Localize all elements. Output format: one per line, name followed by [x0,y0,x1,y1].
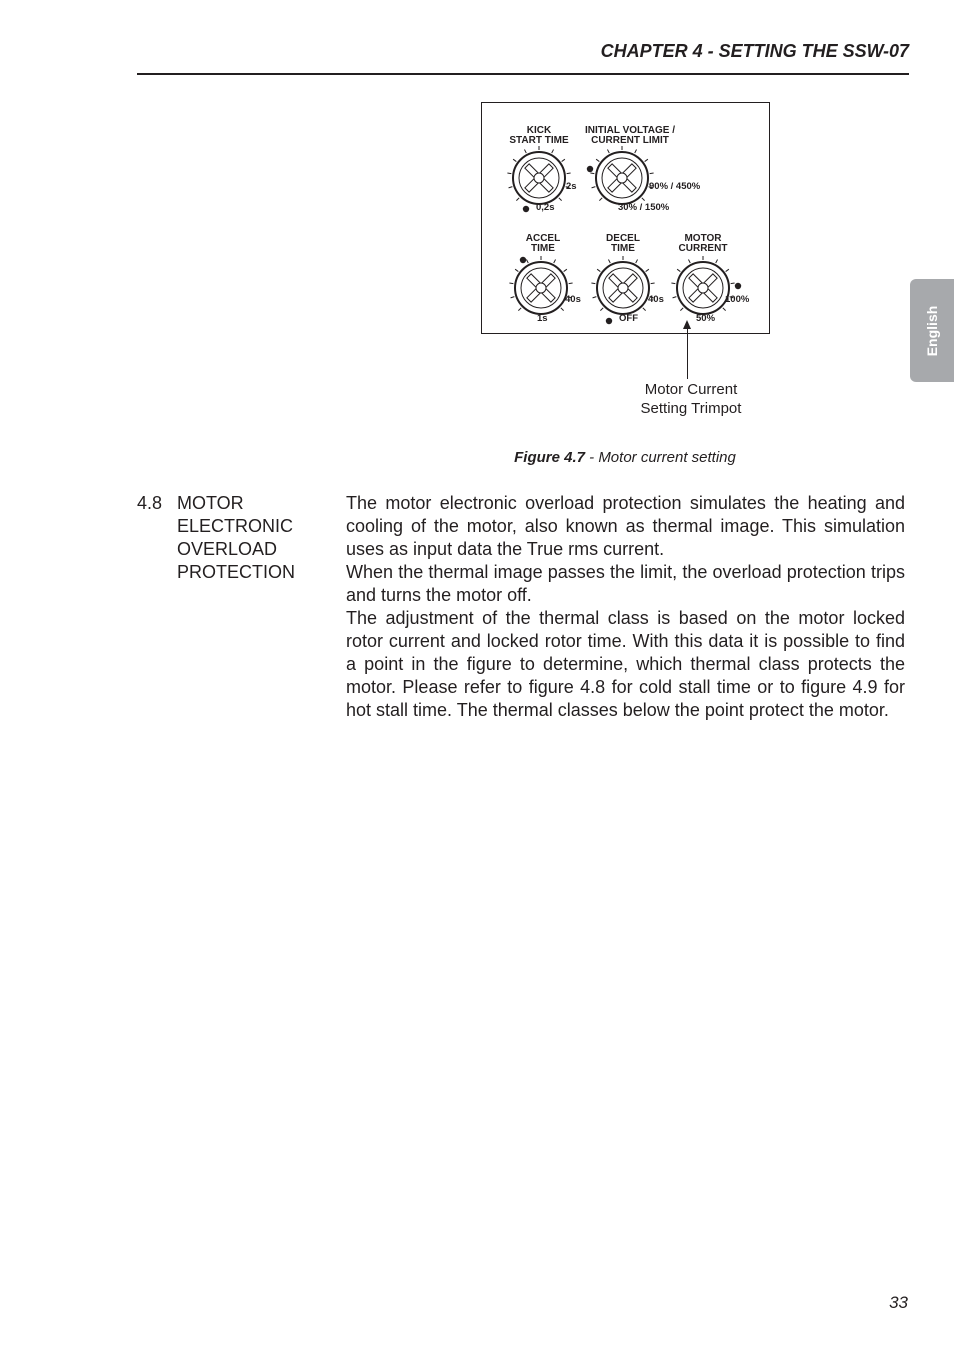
position-dot-icon [523,206,529,212]
page-number: 33 [889,1293,908,1312]
dial-title: START TIME [509,135,569,146]
scale-tick [677,269,680,271]
knob-hub [534,173,544,183]
scale-tick [511,297,515,298]
scale-tick [591,283,595,284]
chapter-title: CHAPTER 4 - SETTING THE SSW-07 [600,41,909,61]
trimpot-figure [481,102,770,334]
callout-label [611,380,771,418]
trimpot-accel-time [509,233,580,324]
scale-tick [642,198,645,201]
callout-label-line-2: Setting Trimpot [640,400,742,417]
dial-max-label: 40s [648,294,664,305]
dial-title: INITIAL VOLTAGE / [585,125,675,136]
scale-tick [509,283,513,284]
trimpot-initial-voltage-current-limit [585,125,701,213]
scale-tick [509,187,513,188]
figure-caption-number: Figure 4.7 [514,449,585,466]
knob-hub [698,283,708,293]
scale-tick [599,198,602,201]
position-dot-icon [587,166,593,172]
scale-tick [597,269,600,271]
dial-title: MOTOR [684,233,722,244]
scale-tick [645,159,648,161]
section-title-line: MOTOR [177,493,244,513]
dial-min-label: 1s [537,313,548,324]
dial-min-label: 0,2s [536,202,555,213]
dial-title: CURRENT [678,243,728,254]
scale-tick [515,269,518,271]
scale-tick [593,297,597,298]
scale-tick [562,159,565,161]
position-dot-icon [520,257,526,263]
scale-tick [680,308,683,311]
dial-title: DECEL [606,233,640,244]
dial-max-label: 90% / 450% [649,181,701,192]
scale-tick [651,283,655,284]
scale-tick [643,308,646,311]
language-tab [910,279,954,382]
header-rule [137,73,909,75]
scale-tick [646,269,649,271]
dial-min-label: OFF [619,313,638,324]
scale-tick [561,308,564,311]
section-title-line: PROTECTION [177,562,296,582]
scale-tick [607,149,609,153]
dial-max-label: 40s [565,294,581,305]
knob-hub [618,283,628,293]
section-title [177,492,327,584]
figure-caption-text: - Motor current setting [584,449,736,466]
scale-tick [559,198,562,201]
scale-tick [524,149,526,153]
figure-caption [440,449,810,466]
section-title-line: OVERLOAD [177,539,278,559]
dial-title: TIME [531,243,555,254]
scale-tick [650,173,654,174]
dial-min-label: 50% [696,313,716,324]
scale-tick [513,159,516,161]
scale-tick [688,259,690,263]
position-dot-icon [606,318,612,324]
scale-tick [723,308,726,311]
scale-tick [564,269,567,271]
scale-tick [596,159,599,161]
section-body [346,492,905,722]
dial-max-label: 100% [725,294,750,305]
scale-tick [569,283,573,284]
scale-tick [671,283,675,284]
trimpot-decel-time [591,233,663,324]
scale-tick [592,187,596,188]
body-paragraph: The motor electronic overload protection simulates the heating and cooling of the motor, also known as thermal image. This simulation uses as input data the True rms current. [346,493,905,559]
scale-tick [731,283,735,284]
callout-line [687,322,688,379]
trimpot-motor-current [671,233,749,324]
dial-max-label: 2s [566,181,577,192]
body-paragraph: The adjustment of the thermal class is based on the motor locked rotor current and locked rotor time. With this data it is possible to find a point in the figure to determine, which thermal class protects the motor. Please refer to figure 4.8 for cold stall time or to figure 4.9 for hot stall time. The thermal classes below the point protect the motor. [346,608,905,720]
scale-tick [518,308,521,311]
callout-arrowhead [683,320,691,329]
scale-tick [635,149,637,153]
scale-tick [590,173,594,174]
knob-hub [536,283,546,293]
scale-tick [608,259,610,263]
scale-tick [516,198,519,201]
scale-tick [507,173,511,174]
scale-tick [552,149,554,153]
language-tab-label: English [924,305,940,356]
scale-tick [567,173,571,174]
dial-title: CURRENT LIMIT [591,135,669,146]
trimpot-kick-start-time [507,125,576,213]
scale-tick [636,259,638,263]
section-title-line: ELECTRONIC [177,516,294,536]
section-number: 4.8 [137,493,163,513]
body-paragraph: When the thermal image passes the limit, the overload protection trips and turns the motor off. [346,562,905,605]
scale-tick [554,259,556,263]
scale-tick [600,308,603,311]
dial-title: ACCEL [525,233,561,244]
scale-tick [526,259,528,263]
scale-tick [716,259,718,263]
dial-title: TIME [611,243,635,254]
dial-min-label: 30% / 150% [618,202,670,213]
scale-tick [673,297,677,298]
position-dot-icon [735,283,741,289]
dial-title: KICK [526,125,552,136]
knob-hub [617,173,627,183]
callout-label-line-1: Motor Current [644,381,738,398]
scale-tick [726,269,729,271]
trimpot-diagram [482,103,770,334]
